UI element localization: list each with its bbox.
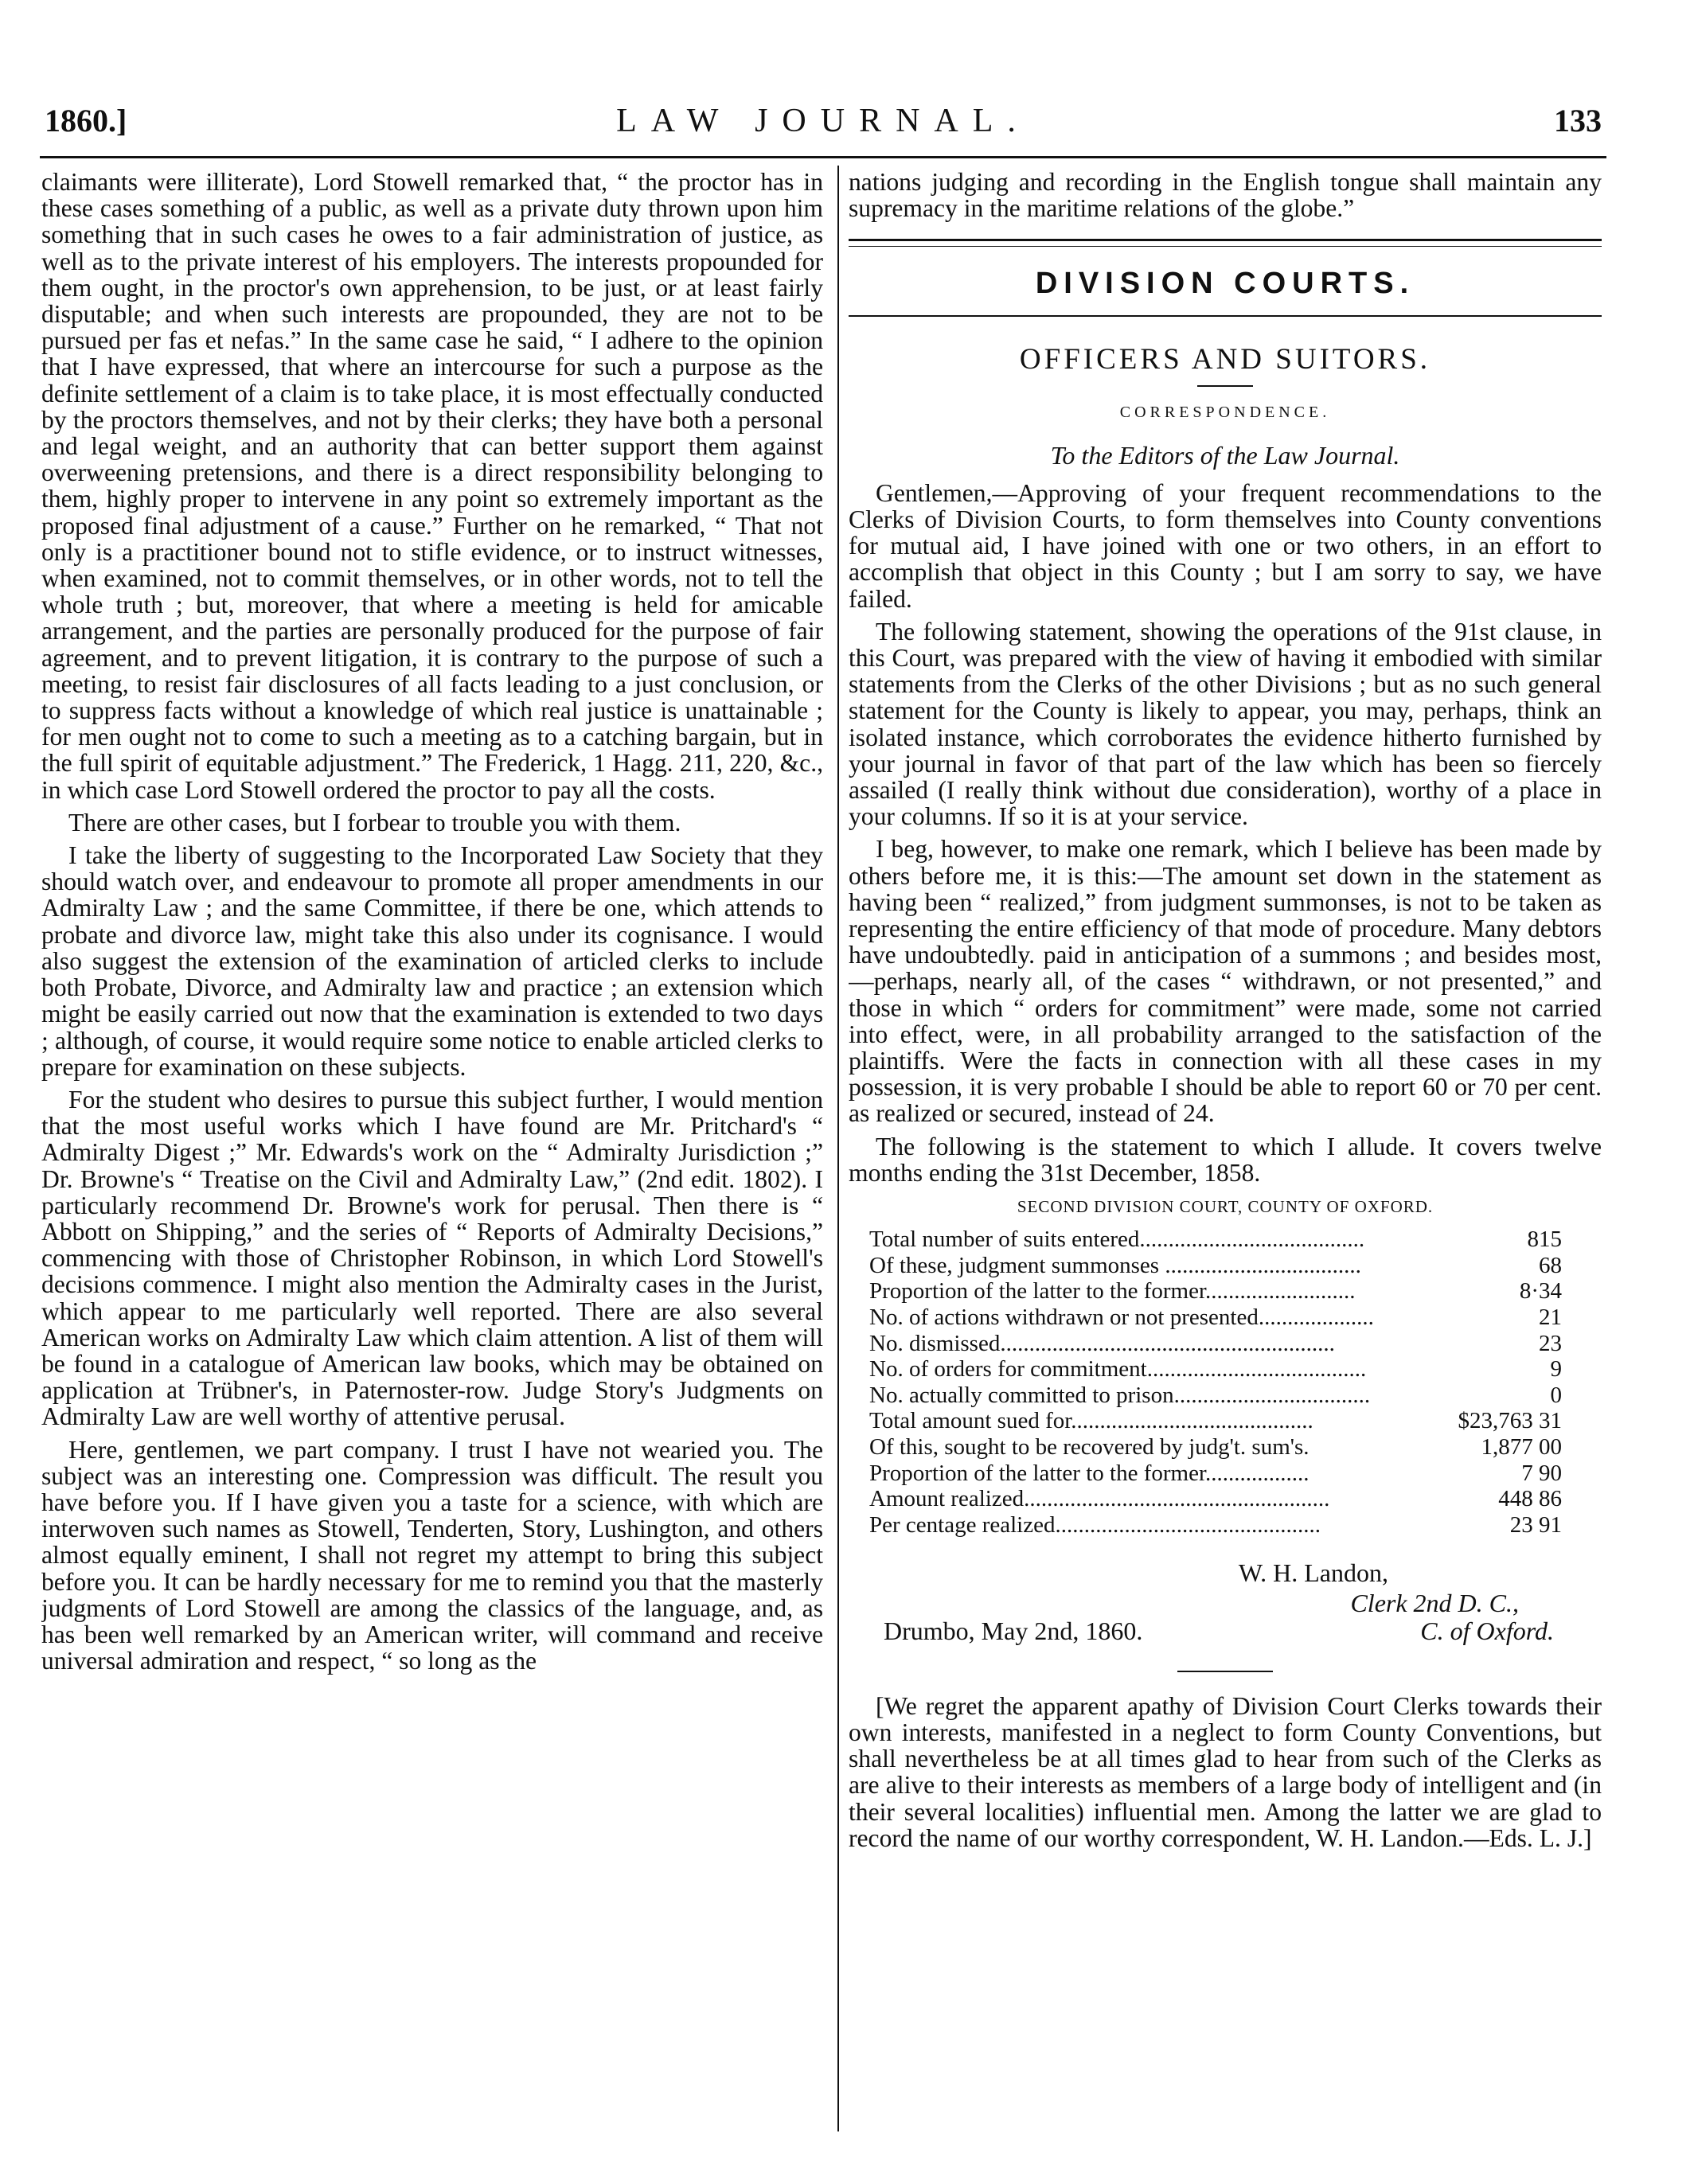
running-header xyxy=(45,102,1602,150)
statement-value: 68 xyxy=(1539,1252,1562,1278)
signature-place-line xyxy=(849,1618,1602,1647)
signature-block xyxy=(849,1560,1602,1646)
left-paragraph-3: I take the liberty of suggesting to the Incorporated Law Society that they should watch over, and endeavour to promote all proper amendments in our Admiralty Law ; and the same Committee, if there be one, which attends to probate and divorce law, might take this also under its cognisance. I would also suggest the extension of the examination of articled clerks to include both Probate, Divorce, and Admiralty law and practice ; an extension which might be easily carried out now that the examination is extended to two days ; although, of course, it would require some notice to enable articled clerks to prepare for examination on these subjects. xyxy=(41,841,823,1081)
closing-rule xyxy=(1177,1671,1273,1672)
left-paragraph-4: For the student who desires to pursue this subject further, I would mention that the most useful works which I have found are Mr. Pritchard's “ Admiralty Digest ;” Mr. Edwards's work on the “ Admiralty Jurisdiction ;” Dr. Browne's “ Treatise on the Civil and Admiralty Law,” (2nd edit. 1802). I particularly recommend Dr. Browne's work for perusal. Then there is “ Abbott on Shipping,” and the series of “ Reports of Admiralty Decisions,” commencing with those of Christopher Robinson, in which Lord Stowell's decisions commence. I might also mention the Admiralty cases in the Jurist, which appear to me particularly well reported. There are also several American works on Admiralty Law which claim attention. A list of them will be found in a catalogue of American law books, which may be obtained on application at Trübner's, in Paternoster-row. Judge Story's Judgments on Admiralty Law are well worthy of attentive perusal. xyxy=(41,1085,823,1431)
statement-row xyxy=(869,1383,1562,1409)
left-paragraph-1: claimants were illiterate), Lord Stowell remarked that, “ the proctor has in these cases something of a public, as well as a private duty thrown upon him something that in such cases he owes to a fair administration of justice, as well as to the private interest of his employers. The interests propounded for them ought, in the proctor's own apprehension, to be just, or at least fairly disputable; and when such interests are propounded, they are not to be pursued per fas et nefas.” In the same case he said, “ I adhere to the opinion that I have expressed, that where an intercourse for such a purpose as the definite settlement of a claim is to take place, it is most effectually conducted by the proctors themselves, and not by their clerks; they have both a personal and legal weight, and an authority that can better support them against overweening pretensions, and there is a direct responsibility belonging to them, highly proper to intervene in any point so extremely important as the proposed final adjustment of a cause.” Further on he remarked, “ That not only is a practitioner bound not to stifle evidence, or to instruct witnesses, when examined, not to commit themselves, or in other words, not to tell the whole truth ; but, moreover, that where a meeting is held for amicable arrangement, and the parties are personally produced for the purpose of fair agreement, and to prevent litigation, it is contrary to the purpose of such a meeting, to resist fair disclosures of all facts leading to a just conclusion, or to suppress facts without a knowledge of which real justice is unattainable ; for men ought not to come to such a meeting as to a catching bargain, but in the full spirit of equitable adjustment.” The Frederick, 1 Hagg. 211, 220, &c., in which case Lord Stowell ordered the proctor to pay all the costs. xyxy=(41,169,823,804)
county: C. of Oxford. xyxy=(1420,1616,1554,1645)
statement-label: No. of orders for commitment...................................... xyxy=(869,1356,1367,1383)
statement-value: $23,763 31 xyxy=(1458,1408,1562,1434)
page-number: 133 xyxy=(1554,103,1602,138)
statement-row xyxy=(869,1434,1562,1461)
right-column xyxy=(849,169,1602,2127)
statement-label: Proportion of the latter to the former.......................... xyxy=(869,1278,1356,1305)
left-paragraph-2: There are other cases, but I forbear to trouble you with them. xyxy=(68,808,681,837)
statement-row xyxy=(869,1486,1562,1512)
letter-addressee: To the Editors of the Law Journal. xyxy=(1050,440,1400,470)
letter-paragraph-3: I beg, however, to make one remark, which I believe has been made by others before me, it is this:—The amount set down in the statement as having been “ realized,” from judgment summonses, is not to be taken as representing the entire efficiency of that mode of procedure. Many debtors have undoubtedly. paid in anticipation of a summons ; and besides most,—perhaps, nearly all, of the cases “ withdrawn, or not presented,” and those in which “ orders for commitment” were made, some not carried into effect, were, in all probability arranged to the satisfaction of the plaintiffs. Were the facts in connection with all these cases in my possession, it is very probable I should be able to report 60 or 70 per cent. as realized or secured, instead of 24. xyxy=(849,835,1602,1128)
header-rule xyxy=(40,156,1606,158)
continuation-text: nations judging and recording in the English tongue shall maintain any supremacy in the maritime relations of the globe.” xyxy=(849,169,1602,223)
statement-value: 23 91 xyxy=(1509,1511,1562,1538)
section-rule xyxy=(849,239,1602,247)
journal-title: LAW JOURNAL. xyxy=(616,103,1030,139)
statement-label: No. dismissed.......................................................... xyxy=(869,1330,1335,1356)
statement-label: Total number of suits entered....................................... xyxy=(869,1227,1365,1253)
statement-row xyxy=(869,1408,1562,1434)
left-paragraph-5: Here, gentlemen, we part company. I trust I have not wearied you. The subject was an interesting one. Compression was difficult. The result you have before you. If I have given you a taste for a science, with which are interwoven such names as Stowell, Tenderten, Story, Lushington, and others almost equally eminent, I shall not regret my attempt to bring this subject before you. It can be hardly necessary for me to remind you that the masterly judgments of Lord Stowell are among the classics of the language, and, as has been well remarked by an American writer, will command and receive universal admiration and respect, “ so long as the xyxy=(41,1435,823,1675)
statement-row xyxy=(869,1512,1562,1539)
statement-value: 21 xyxy=(1539,1305,1562,1331)
letter-paragraph-4: The following is the statement to which I allude. It covers twelve months ending the 31st December, 1858. xyxy=(849,1132,1602,1187)
statement-label: No. of actions withdrawn or not presented.................... xyxy=(869,1305,1374,1331)
statement-value: 23 xyxy=(1539,1330,1562,1356)
statement-title: SECOND DIVISION COURT, COUNTY OF OXFORD. xyxy=(1017,1197,1434,1217)
statement-value: 7 90 xyxy=(1521,1460,1562,1486)
statement-row xyxy=(869,1356,1562,1383)
statement-row xyxy=(869,1227,1562,1253)
statement-value: 0 xyxy=(1550,1382,1562,1408)
statement-value: 815 xyxy=(1527,1227,1562,1253)
statement-label: Total amount sued for.......................................... xyxy=(869,1408,1313,1434)
statement-label: Per centage realized.............................................. xyxy=(869,1511,1321,1538)
header-year: 1860.] xyxy=(45,103,127,138)
statement-value: 9 xyxy=(1550,1356,1562,1383)
statement-row xyxy=(869,1461,1562,1487)
editor-note: [We regret the apparent apathy of Division Court Clerks towards their own interests, manifested in a neglect to form County Conventions, but shall nevertheless be at all times glad to hear from such of the Clerks as are alive to their interests as members of a large body of intelligent and (in their several localities) influential men. Among the latter we are glad to record the name of our worthy correspondent, W. H. Landon.—Eds. L. J.] xyxy=(849,1691,1602,1852)
section-underline xyxy=(849,315,1602,317)
statement-label: Of this, sought to be recovered by judg't. sum's. xyxy=(869,1434,1310,1461)
subsection-title: OFFICERS AND SUITORS. xyxy=(1019,343,1431,376)
statement-table xyxy=(869,1227,1562,1538)
correspondence-label: CORRESPONDENCE. xyxy=(1119,404,1331,422)
column-divider xyxy=(837,166,839,2131)
signature-name: W. H. Landon, xyxy=(1238,1558,1388,1588)
statement-label: Amount realized..................................................... xyxy=(869,1486,1330,1512)
section-title: DIVISION COURTS. xyxy=(1035,267,1415,301)
statement-label: Proportion of the latter to the former.................. xyxy=(869,1460,1310,1486)
left-column xyxy=(41,169,823,2127)
statement-value: 1,877 00 xyxy=(1481,1434,1562,1461)
statement-row xyxy=(869,1331,1562,1357)
statement-row xyxy=(869,1278,1562,1305)
statement-label: Of these, judgment summonses .................................. xyxy=(869,1252,1361,1278)
statement-row xyxy=(869,1253,1562,1279)
statement-value: 448 86 xyxy=(1498,1486,1562,1512)
statement-value: 8·34 xyxy=(1519,1278,1562,1305)
signature-title: Clerk 2nd D. C., xyxy=(1350,1588,1519,1617)
subsection-rule xyxy=(1197,385,1253,387)
statement-row xyxy=(869,1305,1562,1331)
letter-paragraph-2: The following statement, showing the operations of the 91st clause, in this Court, was prepared with the view of having it embodied with similar statements from the Clerks of the other Divisions ; but as no such general statement for the County is likely to appear, you may, perhaps, think an isolated instance, which corroborates the evidence hitherto furnished by your journal in favor of that part of the law which has been so fiercely assailed (I really think without due consideration), worthy of a place in your columns. If so it is at your service. xyxy=(849,617,1602,831)
letter-paragraph-1: Gentlemen,—Approving of your frequent recommendations to the Clerks of Division Courts, to form themselves into County conventions for mutual aid, I have joined with one or two others, in an effort to accomplish that object in this County ; but I am sorry to say, we have failed. xyxy=(849,478,1602,613)
place-date: Drumbo, May 2nd, 1860. xyxy=(884,1616,1143,1645)
statement-label: No. actually committed to prison.................................. xyxy=(869,1382,1371,1408)
